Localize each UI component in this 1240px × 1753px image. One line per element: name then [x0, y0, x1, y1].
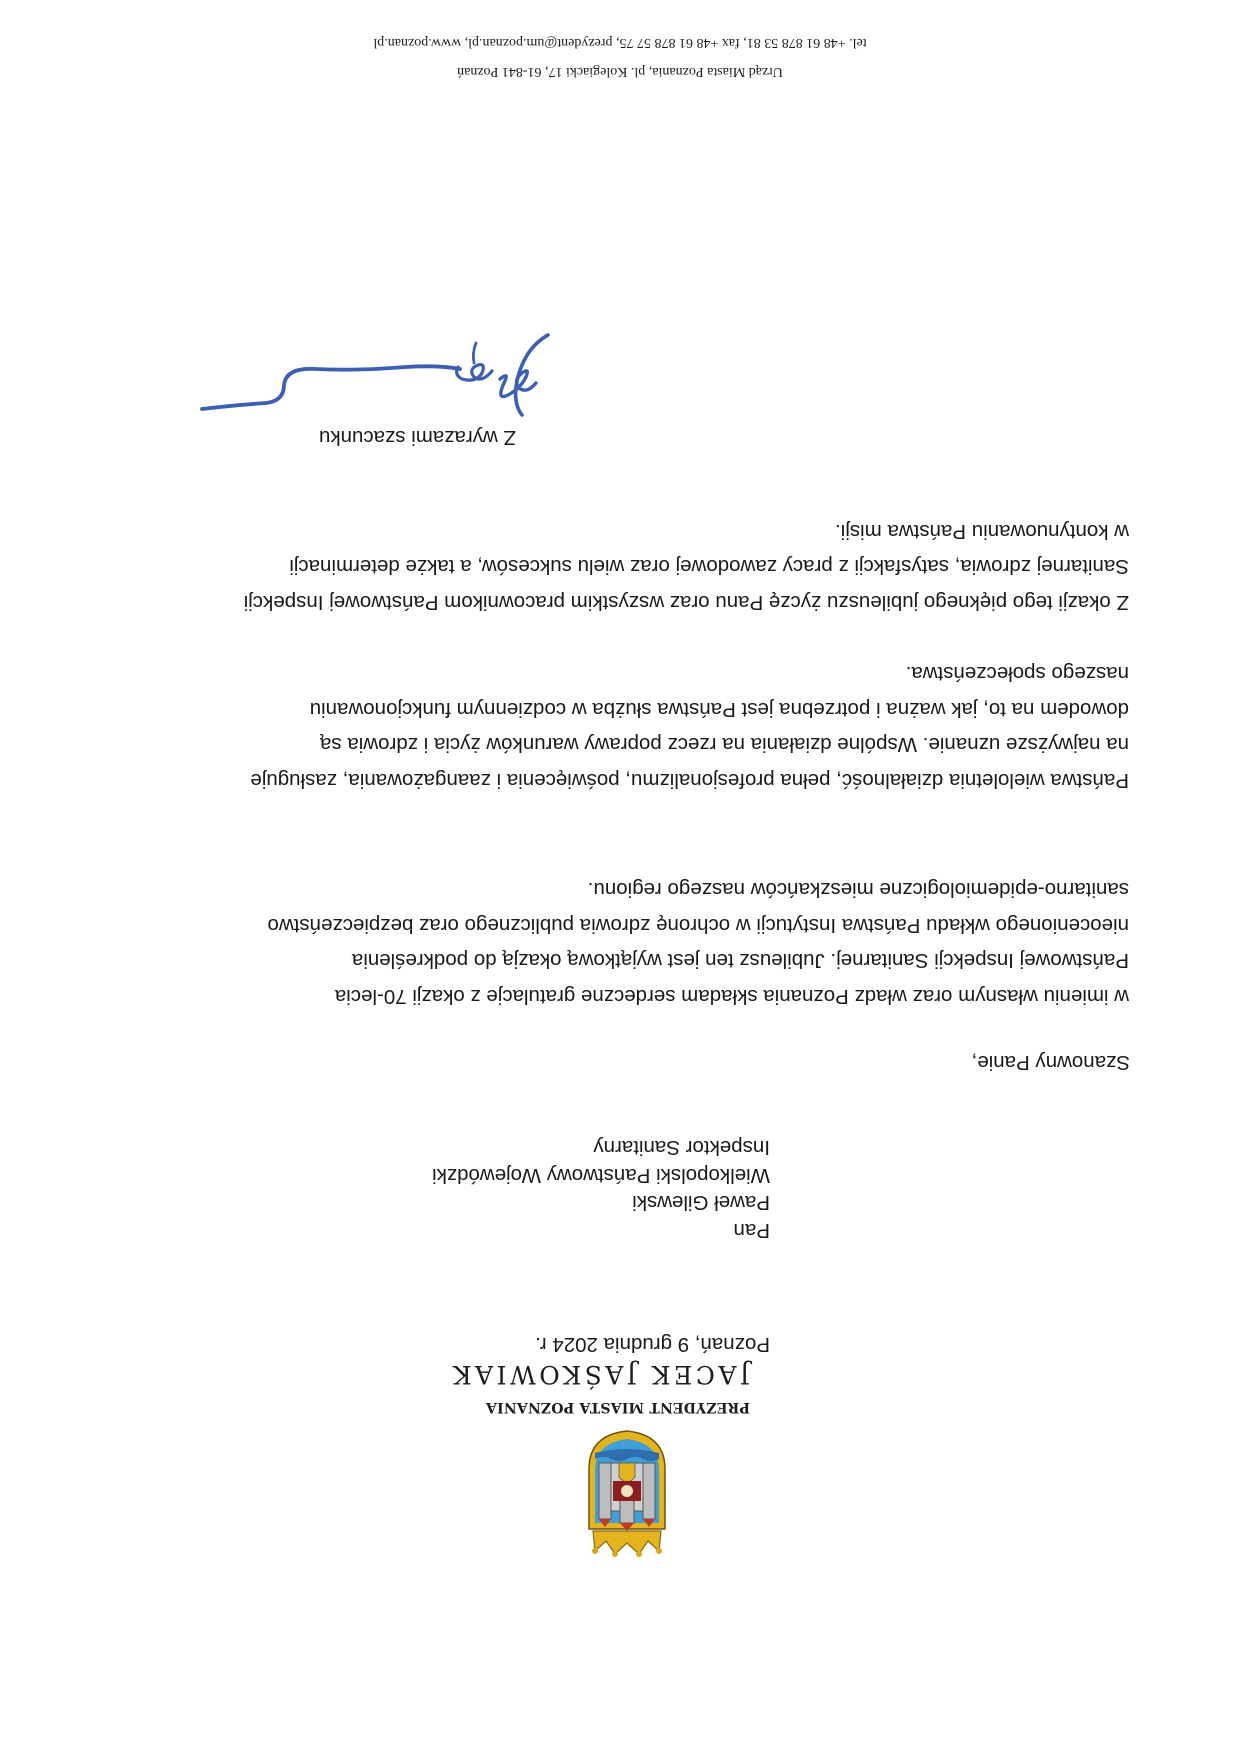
footer-address: Urząd Miasta Poznania, pl. Kolegiacki 17, 61-841 Poznań — [457, 64, 783, 79]
recipient-line: Paweł Gilewski — [632, 1191, 770, 1215]
recipient-line: Pan — [733, 1219, 770, 1242]
recipient-line: Wielkopolski Państwowy Wojewódzki — [432, 1164, 770, 1187]
paragraph-line: Z okazji tego pięknego jubileuszu życzę Panu oraz wszystkim pracownikom Państwowej Inspekcji — [243, 591, 1129, 614]
recipient-block — [432, 1134, 770, 1244]
closing-phrase: Z wyrazami szacunku — [318, 426, 516, 449]
paragraph-line: nieocenionego wkładu Państwa Instytucji w ochronę zdrowia publicznego oraz bezpieczeństwo — [267, 914, 1129, 937]
paragraph-line: dowodem na to, jak ważna i potrzebna jest Państwa służba w codziennym funkcjonowaniu — [309, 698, 1129, 721]
president-name: JACEK JAŚKOWIAK — [449, 1360, 750, 1389]
paragraph-line: w kontynuowaniu Państwa misji. — [835, 520, 1129, 543]
poznan-coat-of-arms-icon — [571, 1429, 683, 1557]
paragraph-line: Państwa wieloletnia działalność, pełna profesjonalizmu, poświęcenia i zaangażowania, zasługuje — [250, 769, 1129, 792]
paragraph-line: na najwyższe uznanie. Wspólne działania na rzecz poprawy warunków życia i zdrowia są — [320, 733, 1129, 757]
footer-contact: tel. +48 61 878 53 81, fax +48 61 878 57 75, prezydent@um.poznan.pl, www.poznan.pl — [373, 35, 867, 50]
paragraph-line: naszego społeczeństwa. — [905, 662, 1129, 686]
letter-paragraph-3 — [244, 514, 1129, 621]
paragraph-line: Państwowej Inspekcji Sanitarnej. Jubileusz ten jest wyjątkową okazją do podkreślenia — [351, 949, 1129, 973]
letter-paragraph-2 — [250, 656, 1129, 798]
salutation: Szanowny Panie, — [971, 1051, 1130, 1074]
office-title: PREZYDENT MIASTA POZNANIA — [485, 1399, 750, 1415]
date-line: Poznań, 9 grudnia 2024 r. — [535, 1333, 770, 1356]
paragraph-line: sanitarno-epidemiologiczne mieszkańców naszego regionu. — [587, 878, 1129, 902]
recipient-line: Inspektor Sanitarny — [593, 1136, 770, 1160]
letter-paragraph-1 — [267, 872, 1129, 1014]
handwritten-signature-icon — [191, 305, 556, 423]
paragraph-line: w imieniu własnym oraz władz Poznania składam serdeczne gratulacje z okazji 70-lecia — [334, 985, 1129, 1008]
paragraph-line: Sanitarnej zdrowia, satysfakcji z pracy zawodowej oraz wielu sukcesów, a także determinacji — [289, 555, 1129, 579]
